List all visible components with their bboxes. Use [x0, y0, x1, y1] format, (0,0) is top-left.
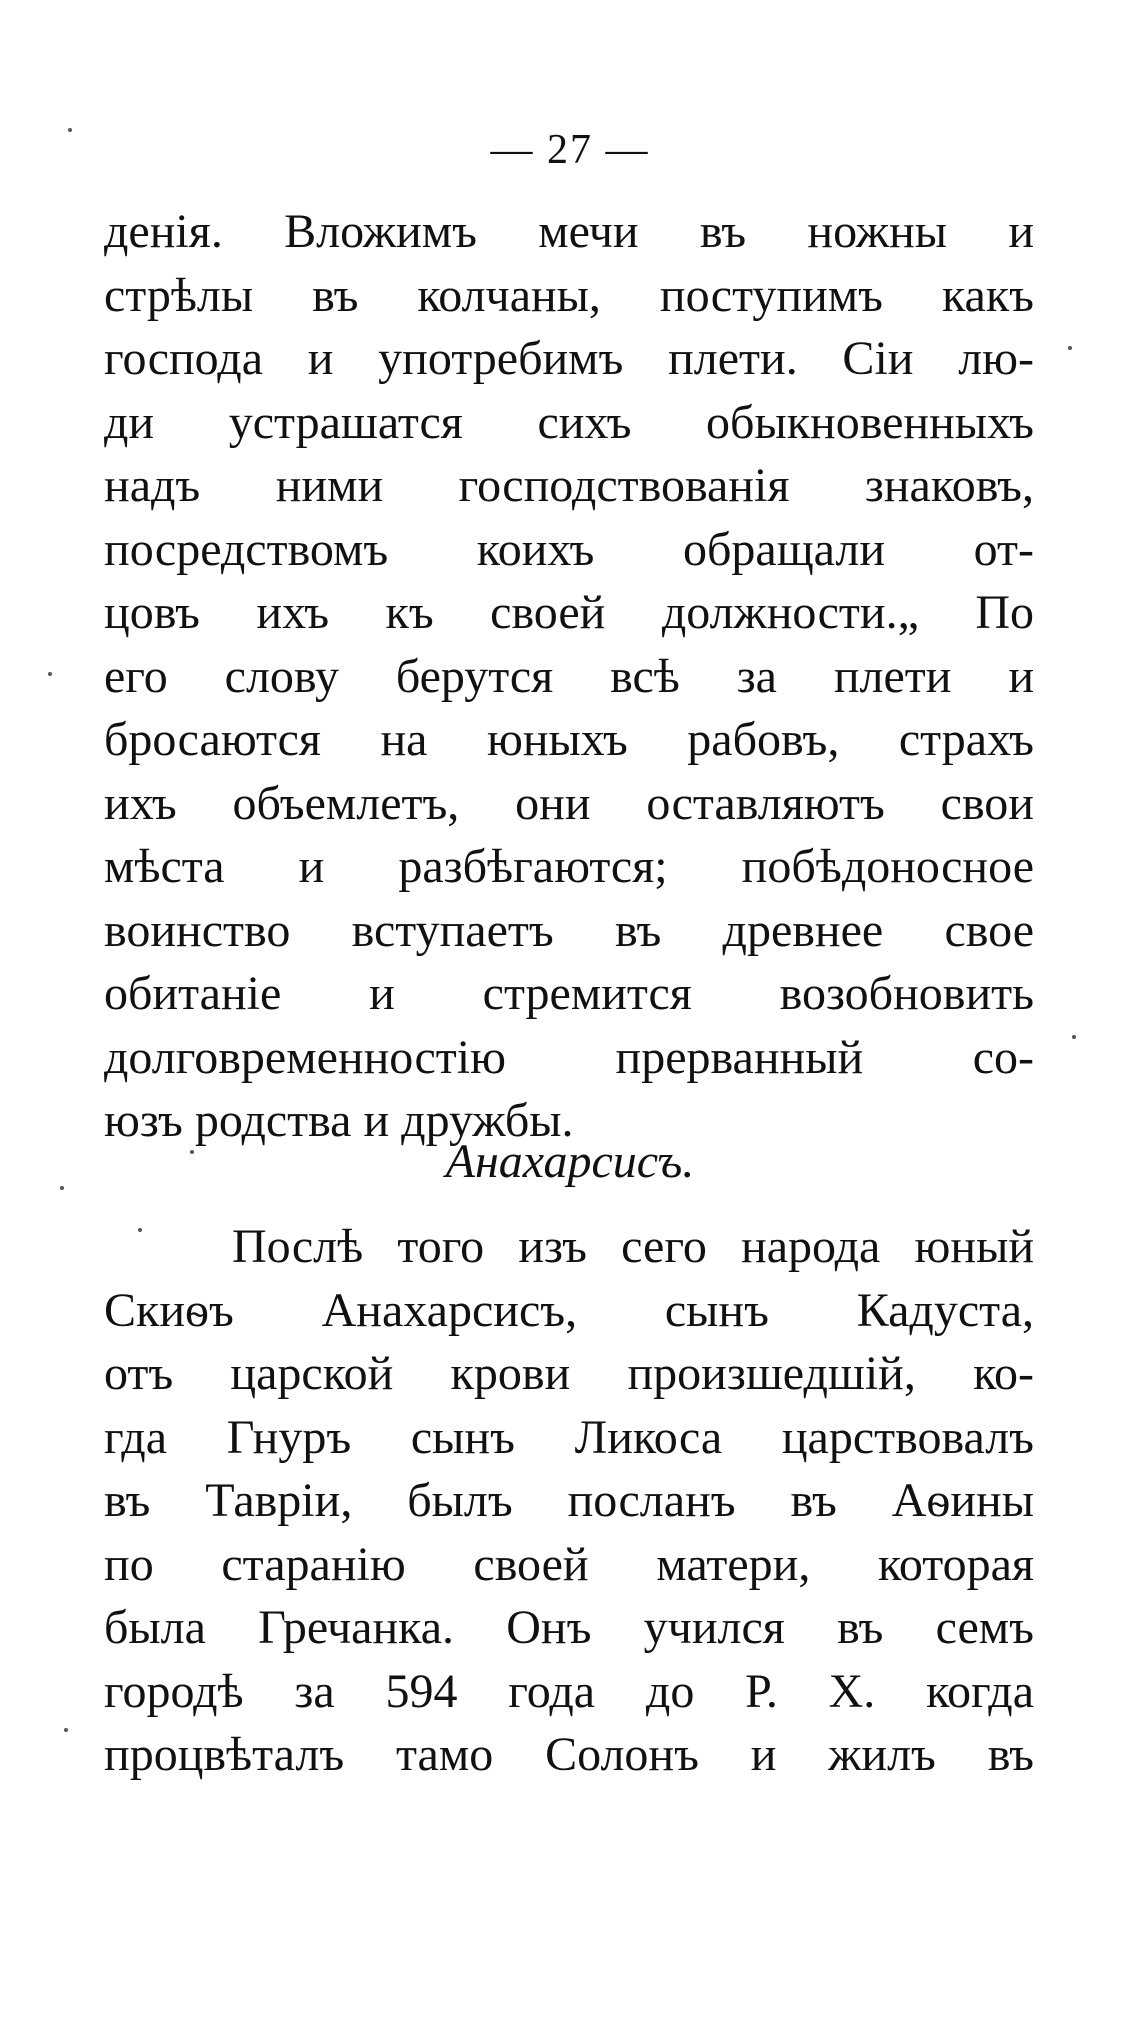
- page-number: — 27 —: [490, 127, 650, 173]
- paper-speck: [1068, 346, 1072, 350]
- text-line: городѣ за 594 года до Р. Х. когда: [104, 1664, 1034, 1718]
- text-line: надъ ними господствованiя знаковъ,: [104, 459, 1034, 512]
- text-line: стрѣлы въ колчаны, поступимъ какъ: [104, 268, 1034, 322]
- text-line: ихъ объемлетъ, они оставляютъ свои: [104, 776, 1034, 830]
- paper-speck: [64, 1728, 68, 1732]
- paper-speck: [68, 128, 72, 132]
- text-line: долговременностiю прерванный со-: [104, 1030, 1034, 1084]
- text-line: юзъ родства и дружбы.: [104, 1094, 574, 1147]
- text-line: въ Таврiи, былъ посланъ въ Аѳины: [104, 1474, 1034, 1527]
- paper-speck: [138, 1228, 142, 1232]
- text-line: была Гречанка. Онъ учился въ семъ: [104, 1601, 1034, 1654]
- text-line: воинство вступаетъ въ древнее свое: [104, 903, 1034, 957]
- text-line: Послѣ того изъ сего народа юный: [232, 1220, 1034, 1273]
- text-line: Скиѳъ Анахарсисъ, сынъ Кадуста,: [104, 1283, 1034, 1337]
- text-line: отъ царской крови произшедшiй, ко-: [104, 1347, 1034, 1400]
- text-line: процвѣталъ тамо Солонъ и жилъ въ: [104, 1728, 1034, 1781]
- text-line: по старанiю своей матери, которая: [104, 1537, 1034, 1591]
- paragraph-2: [104, 1215, 1034, 1787]
- text-line: бросаются на юныхъ рабовъ, страхъ: [104, 713, 1034, 766]
- paper-speck: [1072, 1035, 1076, 1039]
- paper-speck: [190, 1150, 194, 1154]
- text-line: обитанiе и стремится возобновить: [104, 967, 1034, 1020]
- text-line: мѣста и разбѣгаются; побѣдоносное: [104, 840, 1034, 893]
- text-line: ди устрашатся сихъ обыкновенныхъ: [104, 395, 1034, 449]
- text-line: гда Гнуръ сынъ Ликоса царствовалъ: [104, 1410, 1034, 1464]
- paper-speck: [48, 672, 52, 676]
- text-line: его слову берутся всѣ за плети и: [104, 649, 1034, 703]
- text-line: посредствомъ коихъ обращали от-: [104, 522, 1034, 576]
- section-title: Анахарсисъ.: [445, 1135, 695, 1188]
- text-line: денiя. Вложимъ мечи въ ножны и: [104, 205, 1034, 258]
- paragraph-1: [104, 200, 1034, 1153]
- text-line: господа и употребимъ плети. Сiи лю-: [104, 332, 1034, 385]
- text-line: цовъ ихъ къ своей должности.„ По: [104, 586, 1034, 639]
- paper-speck: [60, 1186, 64, 1190]
